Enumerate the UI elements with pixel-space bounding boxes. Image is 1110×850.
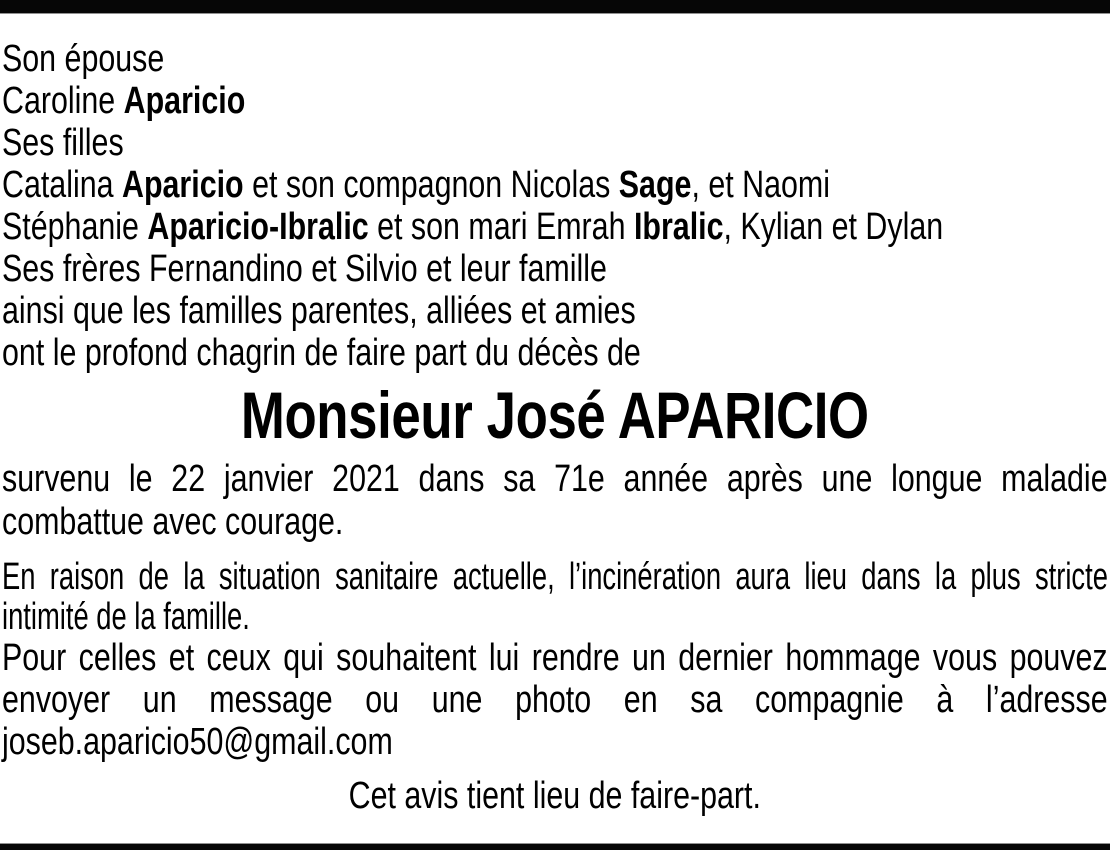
family-name-bold: Aparicio-Ibralic (147, 206, 369, 248)
deceased-name-heading: Monsieur José APARICIO (240, 378, 869, 452)
family-name-bold: Aparicio (123, 80, 246, 122)
family-line (2, 206, 1108, 248)
family-text: Stéphanie (2, 206, 148, 248)
death-details-paragraph: survenu le 22 janvier 2021 dans sa 71e année après une longue maladie combattue avec courage. (2, 458, 1108, 543)
top-border-bar (0, 0, 1110, 14)
family-name-bold: Aparicio (121, 164, 244, 206)
family-text: Caroline (2, 80, 124, 122)
family-text: ainsi que les familles parentes, alliées et amies (2, 290, 636, 332)
family-text: Catalina (2, 164, 122, 206)
closing-line: Cet avis tient lieu de faire-part. (348, 775, 761, 817)
family-text: Ses filles (2, 122, 124, 164)
bottom-border-bar (0, 843, 1110, 850)
ceremony-paragraph: En raison de la situation sanitaire actuelle, l’incinération aura lieu dans la plus stricte intimité de la famille. (2, 556, 1108, 638)
family-text: , et Naomi (691, 164, 830, 206)
family-text: et son mari Emrah (368, 206, 634, 248)
family-line (2, 290, 1108, 332)
family-text: Son épouse (2, 38, 165, 80)
tribute-paragraph: Pour celles et ceux qui souhaitent lui rendre un dernier hommage vous pouvez envoyer un message ou une photo en sa compagnie à l’adresse joseb.aparicio50@gmail.com (2, 637, 1108, 763)
family-text: Ses frères Fernandino et Silvio et leur famille (2, 248, 607, 290)
notice-content (0, 14, 1110, 817)
family-text: , Kylian et Dylan (723, 206, 944, 248)
family-line (2, 38, 1108, 80)
family-line (2, 122, 1108, 164)
family-line (2, 80, 1108, 122)
family-name-bold: Ibralic (633, 206, 724, 248)
family-text: ont le profond chagrin de faire part du décès de (2, 332, 641, 374)
family-line (2, 164, 1108, 206)
family-text: et son compagnon Nicolas (243, 164, 619, 206)
family-list (2, 38, 1108, 374)
family-line (2, 248, 1108, 290)
family-name-bold: Sage (618, 164, 692, 206)
family-line (2, 332, 1108, 374)
